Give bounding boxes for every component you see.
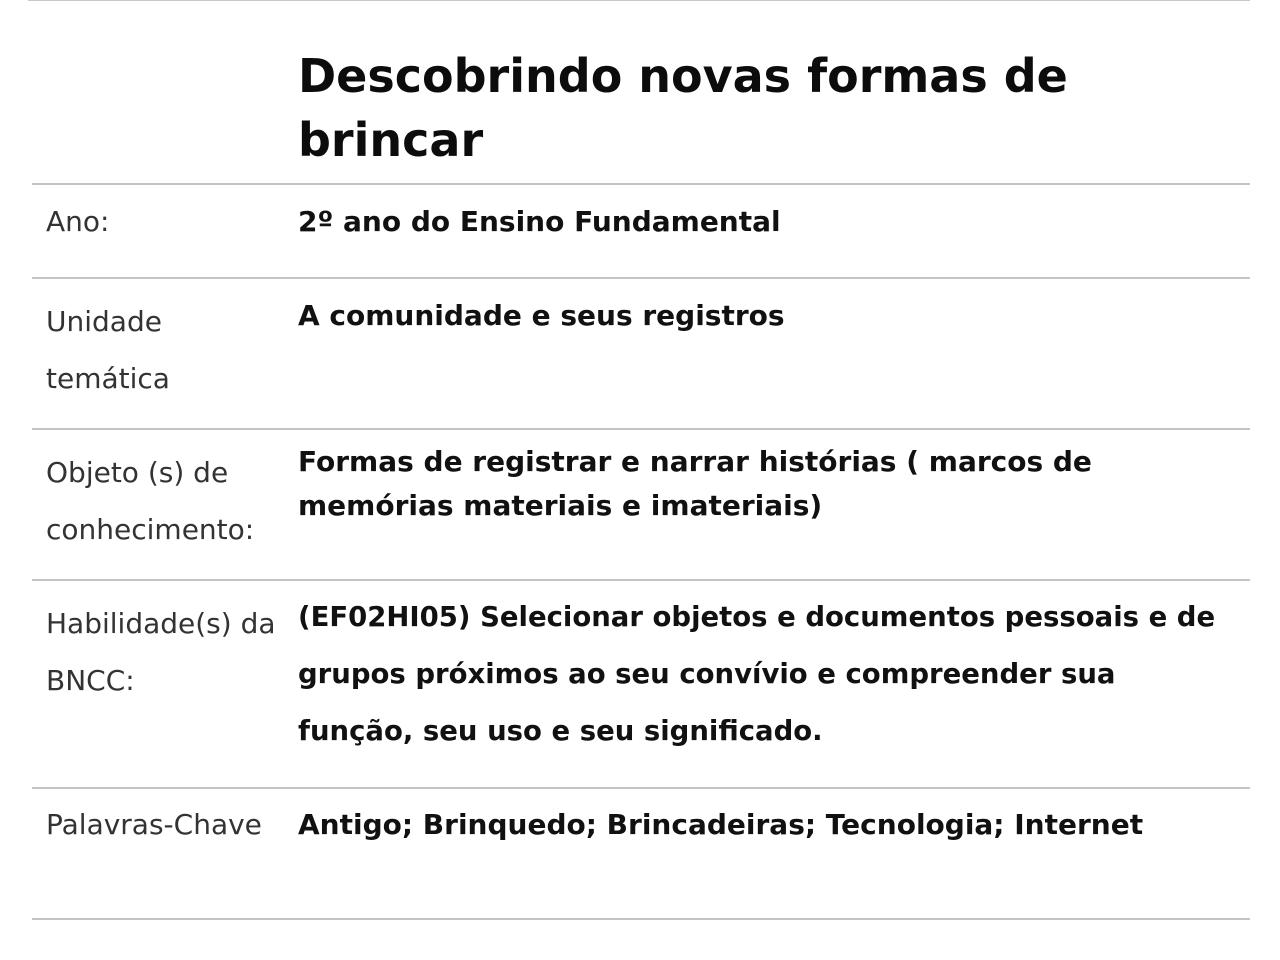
row-value-unidade-tematica: A comunidade e seus registros <box>298 299 785 332</box>
row-value-habilidades-bncc: (EF02HI05) Selecionar objetos e documentos pessoais e de grupos próximos ao seu convívio e compreender sua função, seu uso e seu significado. <box>298 601 1216 747</box>
row-label-ano: Ano: <box>46 205 110 238</box>
page-title: Descobrindo novas formas de brincar <box>298 49 1068 167</box>
row-label-habilidades-bncc: Habilidade(s) da BNCC: <box>46 607 276 697</box>
lesson-info-table <box>32 183 1250 920</box>
top-divider <box>28 0 1250 1</box>
row-label-objeto-conhecimento: Objeto (s) de conhecimento: <box>46 456 255 546</box>
table-row-habilidades-bncc <box>32 579 1250 787</box>
row-label-palavras-chave: Palavras-Chave <box>46 808 262 841</box>
table-row-unidade-tematica <box>32 277 1250 428</box>
row-value-palavras-chave: Antigo; Brinquedo; Brincadeiras; Tecnologia; Internet <box>298 808 1144 841</box>
row-value-objeto-conhecimento: Formas de registrar e narrar histórias ( marcos de memórias materiais e imateriais) <box>298 445 1092 522</box>
table-row-palavras-chave <box>32 787 1250 920</box>
row-label-unidade-tematica: Unidade temática <box>46 305 170 395</box>
table-row-objeto-conhecimento <box>32 428 1250 579</box>
table-row-ano <box>32 183 1250 277</box>
row-value-ano: 2º ano do Ensino Fundamental <box>298 205 781 238</box>
